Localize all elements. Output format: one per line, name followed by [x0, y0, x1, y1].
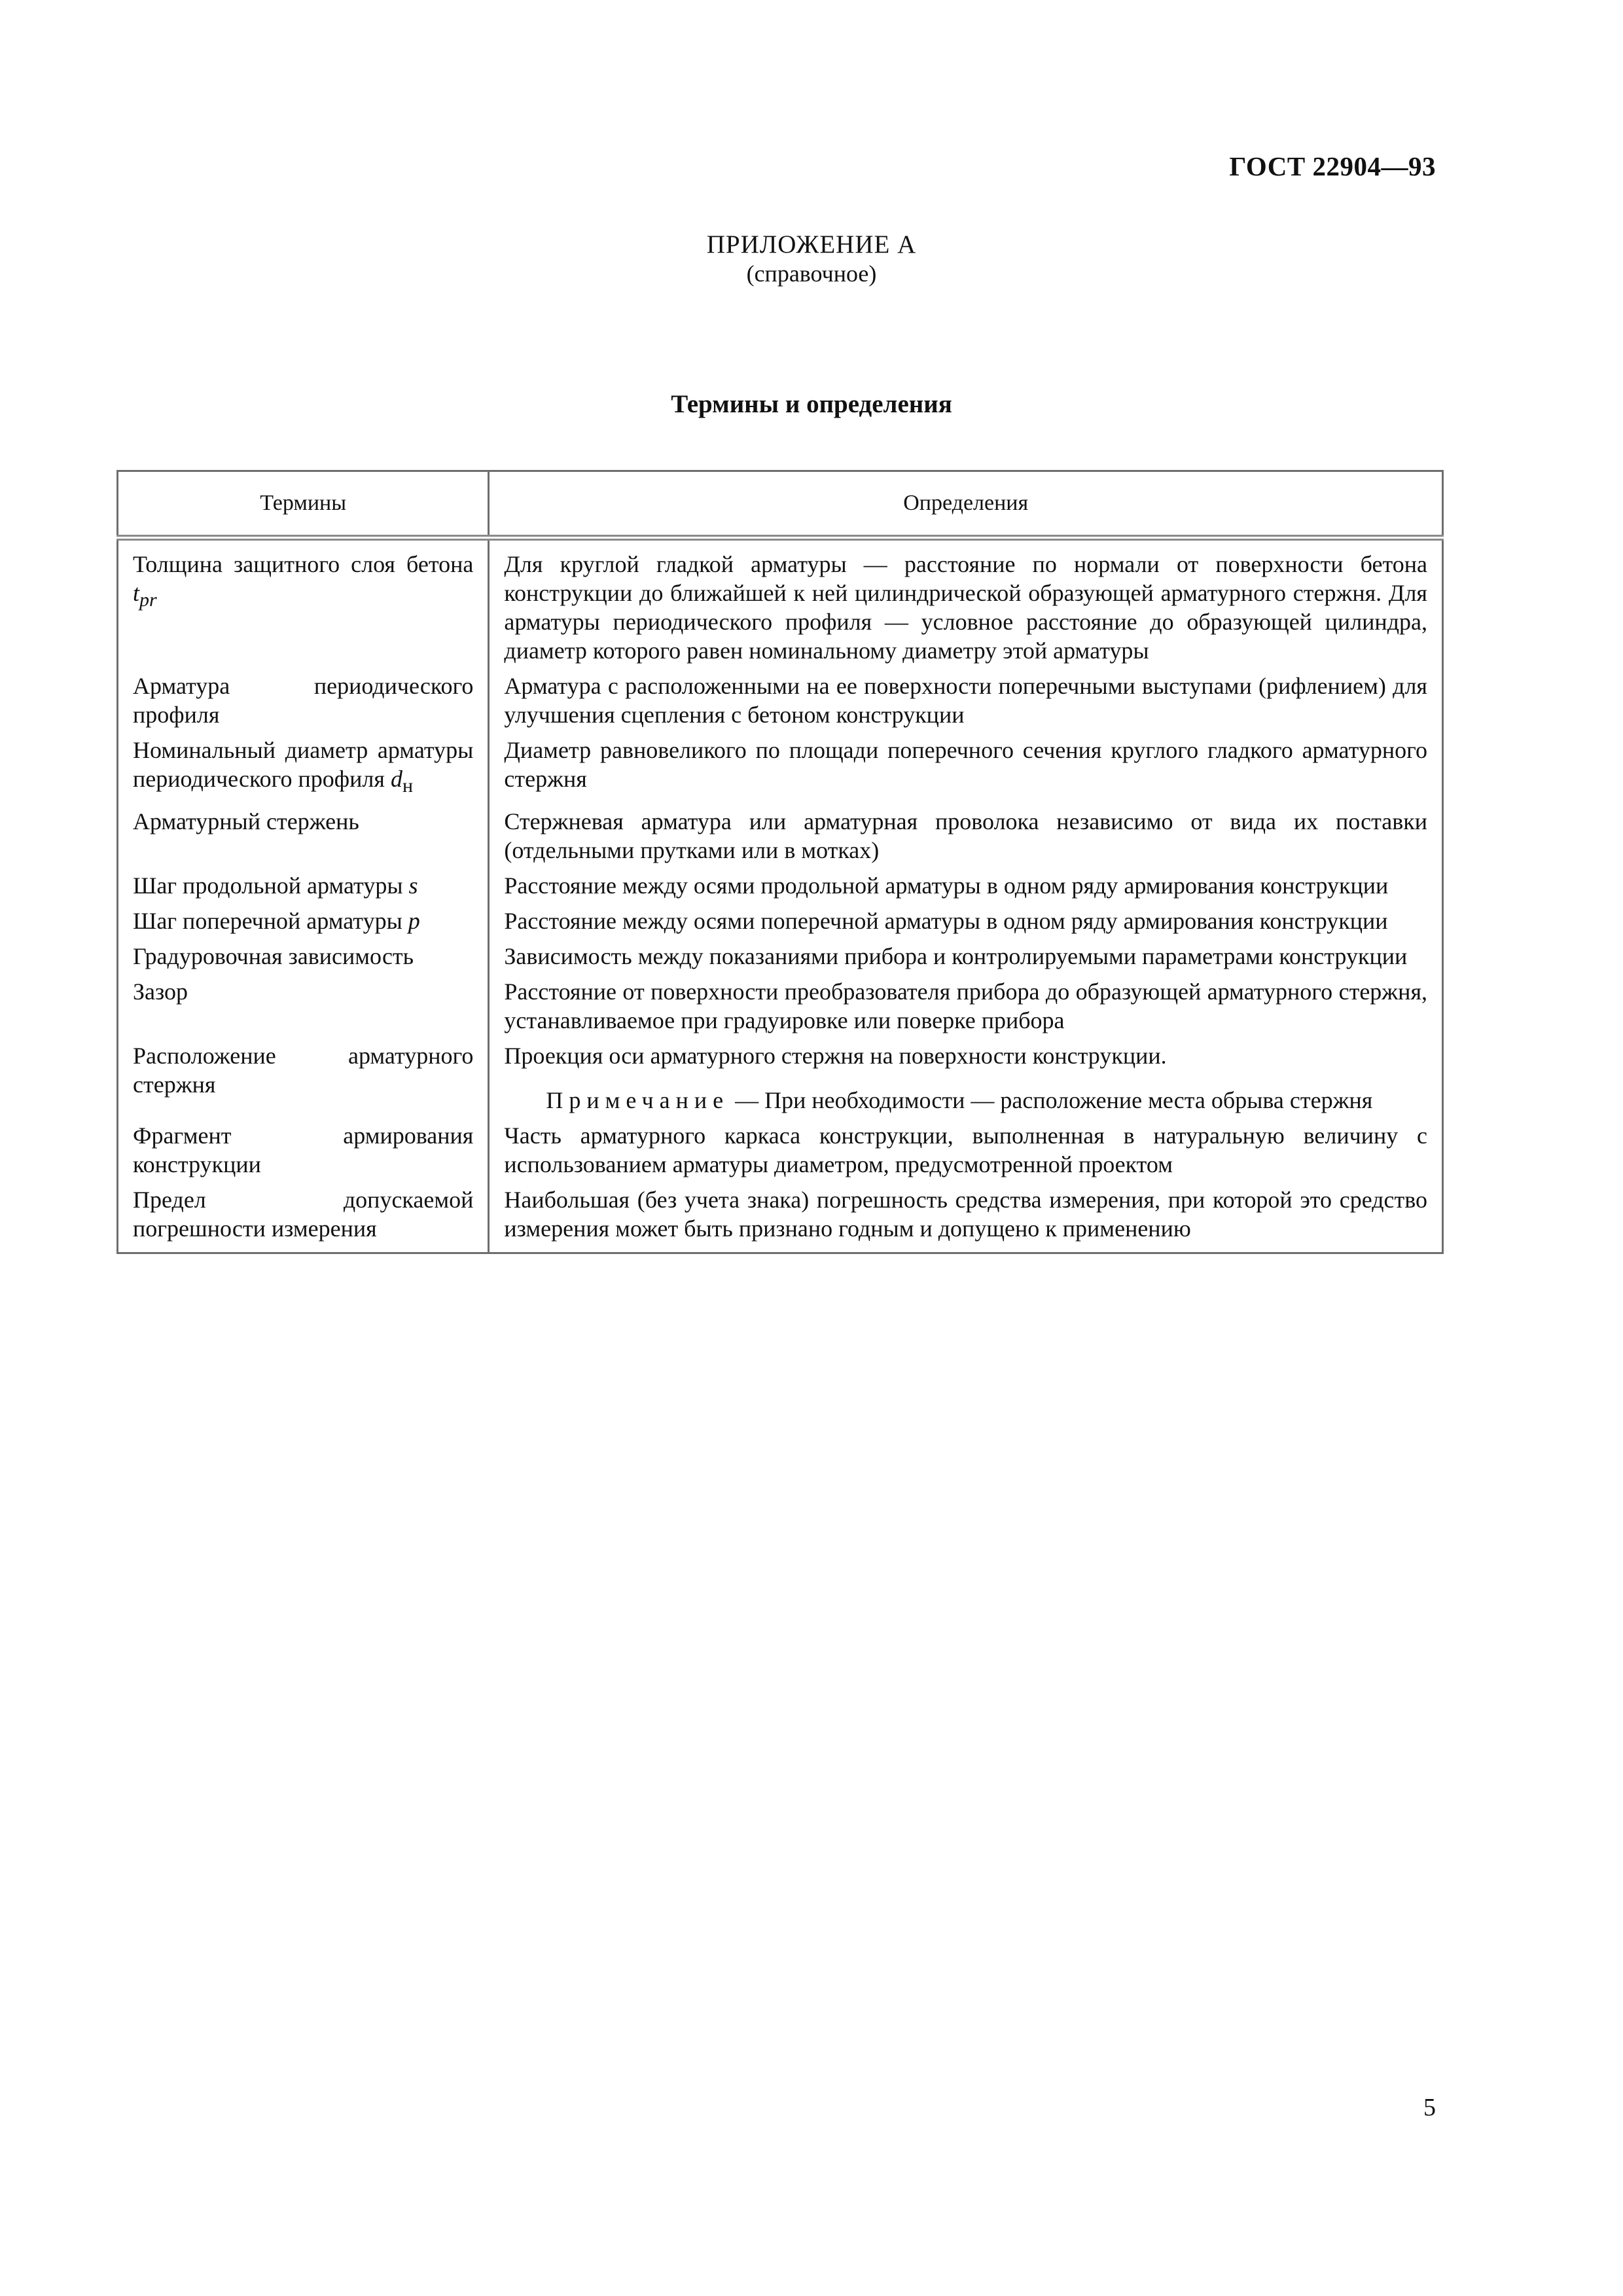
definition-text: Проекция оси арматурного стержня на поверхности конструкции.	[504, 1043, 1167, 1069]
appendix-heading	[0, 230, 1623, 288]
term-cell: Градуровочная зависимость	[133, 943, 414, 970]
term-symbol: t	[133, 580, 140, 606]
term-cell	[118, 538, 489, 670]
term-symbol-subscript: н	[402, 775, 413, 797]
column-header-terms: Термины	[118, 471, 489, 538]
appendix-title: ПРИЛОЖЕНИЕ А	[706, 230, 917, 259]
definition-cell: Часть арматурного каркаса конструкции, выполненная в натуральную величину с использованием арматуры диаметром, предусмотренной проектом	[489, 1119, 1443, 1183]
definition-cell: Арматура с расположенными на ее поверхности поперечными выступами (рифлением) для улучшения сцепления с бетоном конструкции	[489, 669, 1443, 733]
table-row	[118, 939, 1443, 975]
table-row	[118, 904, 1443, 939]
term-cell: Фрагмент армирования конструкции	[133, 1122, 474, 1178]
table-row	[118, 538, 1443, 670]
section-title: Термины и определения	[671, 390, 952, 418]
definition-cell: Расстояние от поверхности преобразователя прибора до образующей арматурного стержня, устанавливаемое при градуировке или поверке прибора	[489, 975, 1443, 1039]
term-cell: Арматурный стержень	[133, 808, 359, 835]
term-cell: Расположение арматурного стержня	[133, 1043, 474, 1098]
definition-cell: Наибольшая (без учета знака) погрешность средства измерения, при которой это средство измерения может быть признано годным и допущено к применению	[489, 1183, 1443, 1253]
term-symbol: p	[408, 908, 420, 935]
standard-id: ГОСТ 22904—93	[1229, 151, 1436, 181]
note	[504, 1086, 1427, 1115]
table-header-row	[118, 471, 1443, 538]
term-text: Толщина защитного слоя бетона	[133, 551, 474, 577]
table-row	[118, 1039, 1443, 1119]
note-label: Примечание	[546, 1087, 730, 1114]
definition-cell: Зависимость между показаниями прибора и контролируемыми параметрами конструкции	[489, 939, 1443, 975]
definition-cell: Расстояние между осями продольной арматуры в одном ряду армирования конструкции	[489, 869, 1443, 904]
table-row	[118, 869, 1443, 904]
term-cell: Арматура периодического профиля	[133, 673, 474, 728]
definition-cell	[489, 1039, 1443, 1119]
terms-table	[116, 470, 1444, 1254]
term-cell: Зазор	[133, 978, 188, 1005]
appendix-subtitle: (справочное)	[746, 260, 877, 287]
term-cell	[118, 733, 489, 804]
term-symbol: s	[408, 872, 418, 899]
table-row	[118, 1119, 1443, 1183]
table-row	[118, 669, 1443, 733]
page-number: 5	[1423, 2094, 1436, 2121]
table-row	[118, 804, 1443, 869]
term-text: Номинальный диаметр арматуры периодического профиля	[133, 737, 474, 792]
table-row	[118, 975, 1443, 1039]
table-row	[118, 733, 1443, 804]
column-header-definitions: Определения	[489, 471, 1443, 538]
term-cell	[118, 904, 489, 939]
term-cell	[118, 869, 489, 904]
note-text: — При необходимости — расположение места обрыва стержня	[729, 1087, 1373, 1114]
term-symbol: d	[390, 766, 402, 792]
definition-cell: Диаметр равновеликого по площади поперечного сечения круглого гладкого арматурного стержня	[489, 733, 1443, 804]
term-symbol-subscript: pr	[139, 589, 157, 611]
definition-cell: Для круглой гладкой арматуры — расстояние по нормали от поверхности бетона конструкции до ближайшей к ней цилиндрической образующей арматурного стержня. Для арматуры периодического профиля — условное расстояние до образующей цилиндра, диаметр которого равен номинальному диаметру этой арматуры	[489, 538, 1443, 670]
definition-cell: Стержневая арматура или арматурная проволока независимо от вида их поставки (отдельными прутками или в мотках)	[489, 804, 1443, 869]
term-text: Шаг продольной арматуры	[133, 872, 409, 899]
table-row	[118, 1183, 1443, 1253]
term-cell: Предел допускаемой погрешности измерения	[133, 1187, 474, 1242]
definition-cell: Расстояние между осями поперечной арматуры в одном ряду армирования конструкции	[489, 904, 1443, 939]
term-text: Шаг поперечной арматуры	[133, 908, 408, 935]
